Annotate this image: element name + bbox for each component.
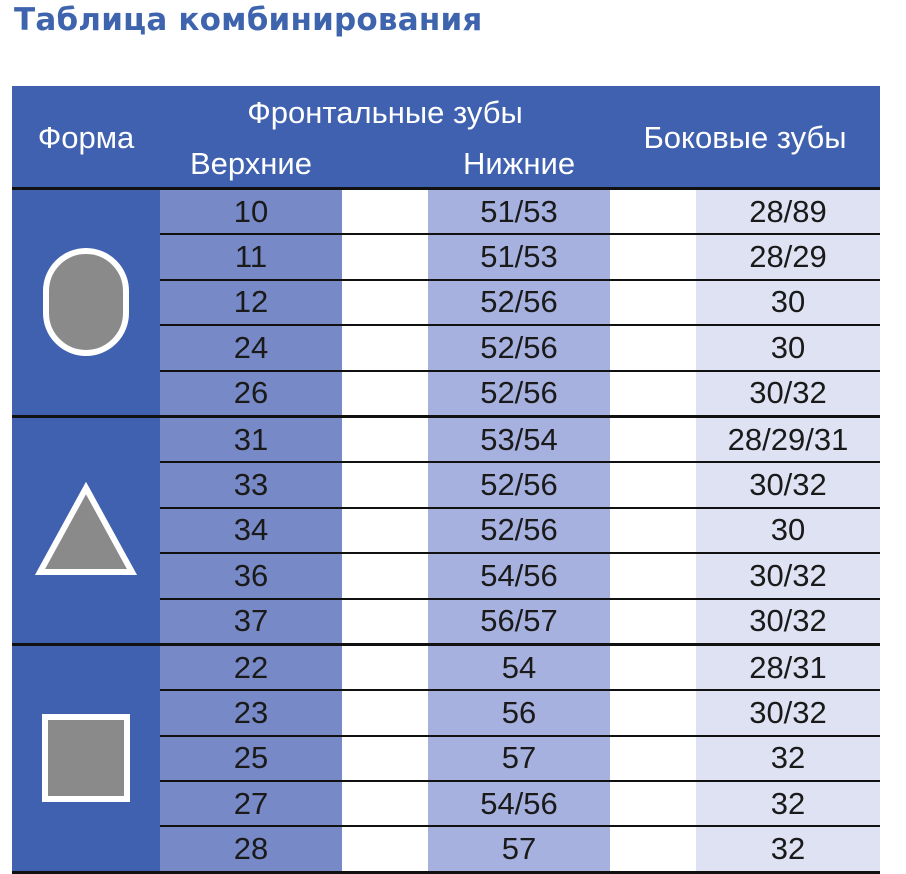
table-group-oval [12,190,880,418]
gap-cell [342,372,428,415]
table-row [160,646,880,689]
upper-cell: 28 [160,827,342,870]
shape-cell [12,190,160,415]
upper-cell: 37 [160,600,342,643]
lower-cell: 56 [428,691,610,734]
square-icon [40,712,132,804]
shape-cell [12,646,160,871]
gap-cell [342,418,428,461]
lower-cell: 52/56 [428,281,610,324]
table-row [160,507,880,552]
table-header [12,86,880,190]
table-group-square [12,646,880,874]
gap-cell [610,737,696,780]
lower-cell: 51/53 [428,235,610,278]
lower-cell: 52/56 [428,372,610,415]
table-row [160,190,880,233]
lower-cell: 54/56 [428,782,610,825]
side-cell: 30/32 [696,463,880,506]
table-row [160,552,880,597]
header-lower: Нижние [462,146,576,181]
lower-cell: 54 [428,646,610,689]
gap-cell [342,737,428,780]
side-cell: 28/89 [696,190,880,233]
lower-cell: 52/56 [428,509,610,552]
upper-cell: 23 [160,691,342,734]
upper-cell: 12 [160,281,342,324]
gap-cell [342,782,428,825]
table-row [160,780,880,825]
gap-cell [610,646,696,689]
gap-cell [342,646,428,689]
lower-cell: 53/54 [428,418,610,461]
page-title: Таблица комбинирования [14,2,483,38]
upper-cell: 36 [160,554,342,597]
lower-cell: 52/56 [428,326,610,369]
side-cell: 28/31 [696,646,880,689]
gap-cell [342,235,428,278]
upper-cell: 22 [160,646,342,689]
table-row [160,689,880,734]
side-cell: 30 [696,326,880,369]
lower-cell: 57 [428,737,610,780]
lower-cell: 52/56 [428,463,610,506]
table-row [160,324,880,369]
gap-cell [342,554,428,597]
side-cell: 32 [696,782,880,825]
gap-cell [610,509,696,552]
gap-cell [342,463,428,506]
table-row [160,598,880,643]
header-frontal-teeth: Фронтальные зубы [247,95,523,130]
upper-cell: 26 [160,372,342,415]
upper-cell: 34 [160,509,342,552]
table-row [160,233,880,278]
gap-cell [610,326,696,369]
combination-table [12,86,880,874]
side-cell: 30/32 [696,372,880,415]
triangle-icon [34,482,138,578]
gap-cell [610,600,696,643]
side-cell: 30 [696,281,880,324]
lower-cell: 57 [428,827,610,870]
oval-icon [41,246,131,358]
upper-cell: 24 [160,326,342,369]
table-row [160,279,880,324]
lower-cell: 56/57 [428,600,610,643]
side-cell: 30 [696,509,880,552]
table-row [160,461,880,506]
table-row [160,735,880,780]
gap-cell [610,554,696,597]
upper-cell: 33 [160,463,342,506]
gap-cell [610,691,696,734]
gap-cell [610,372,696,415]
side-cell: 32 [696,737,880,780]
header-shape: Форма [37,120,135,155]
upper-cell: 31 [160,418,342,461]
side-cell: 28/29/31 [696,418,880,461]
side-cell: 30/32 [696,600,880,643]
side-cell: 32 [696,827,880,870]
header-upper: Верхние [190,146,312,181]
table-group-triangle [12,418,880,646]
gap-cell [610,782,696,825]
lower-cell: 51/53 [428,190,610,233]
header-side-teeth: Боковые зубы [643,120,847,155]
gap-cell [610,190,696,233]
lower-cell: 54/56 [428,554,610,597]
gap-cell [610,463,696,506]
upper-cell: 25 [160,737,342,780]
gap-cell [342,600,428,643]
upper-cell: 11 [160,235,342,278]
shape-cell [12,418,160,643]
table-row [160,825,880,870]
gap-cell [342,827,428,870]
upper-cell: 27 [160,782,342,825]
side-cell: 30/32 [696,554,880,597]
gap-cell [610,235,696,278]
gap-cell [342,281,428,324]
gap-cell [342,691,428,734]
upper-cell: 10 [160,190,342,233]
side-cell: 28/29 [696,235,880,278]
gap-cell [342,509,428,552]
gap-cell [610,827,696,870]
table-row [160,418,880,461]
gap-cell [610,281,696,324]
side-cell: 30/32 [696,691,880,734]
gap-cell [610,418,696,461]
gap-cell [342,190,428,233]
table-row [160,370,880,415]
gap-cell [342,326,428,369]
